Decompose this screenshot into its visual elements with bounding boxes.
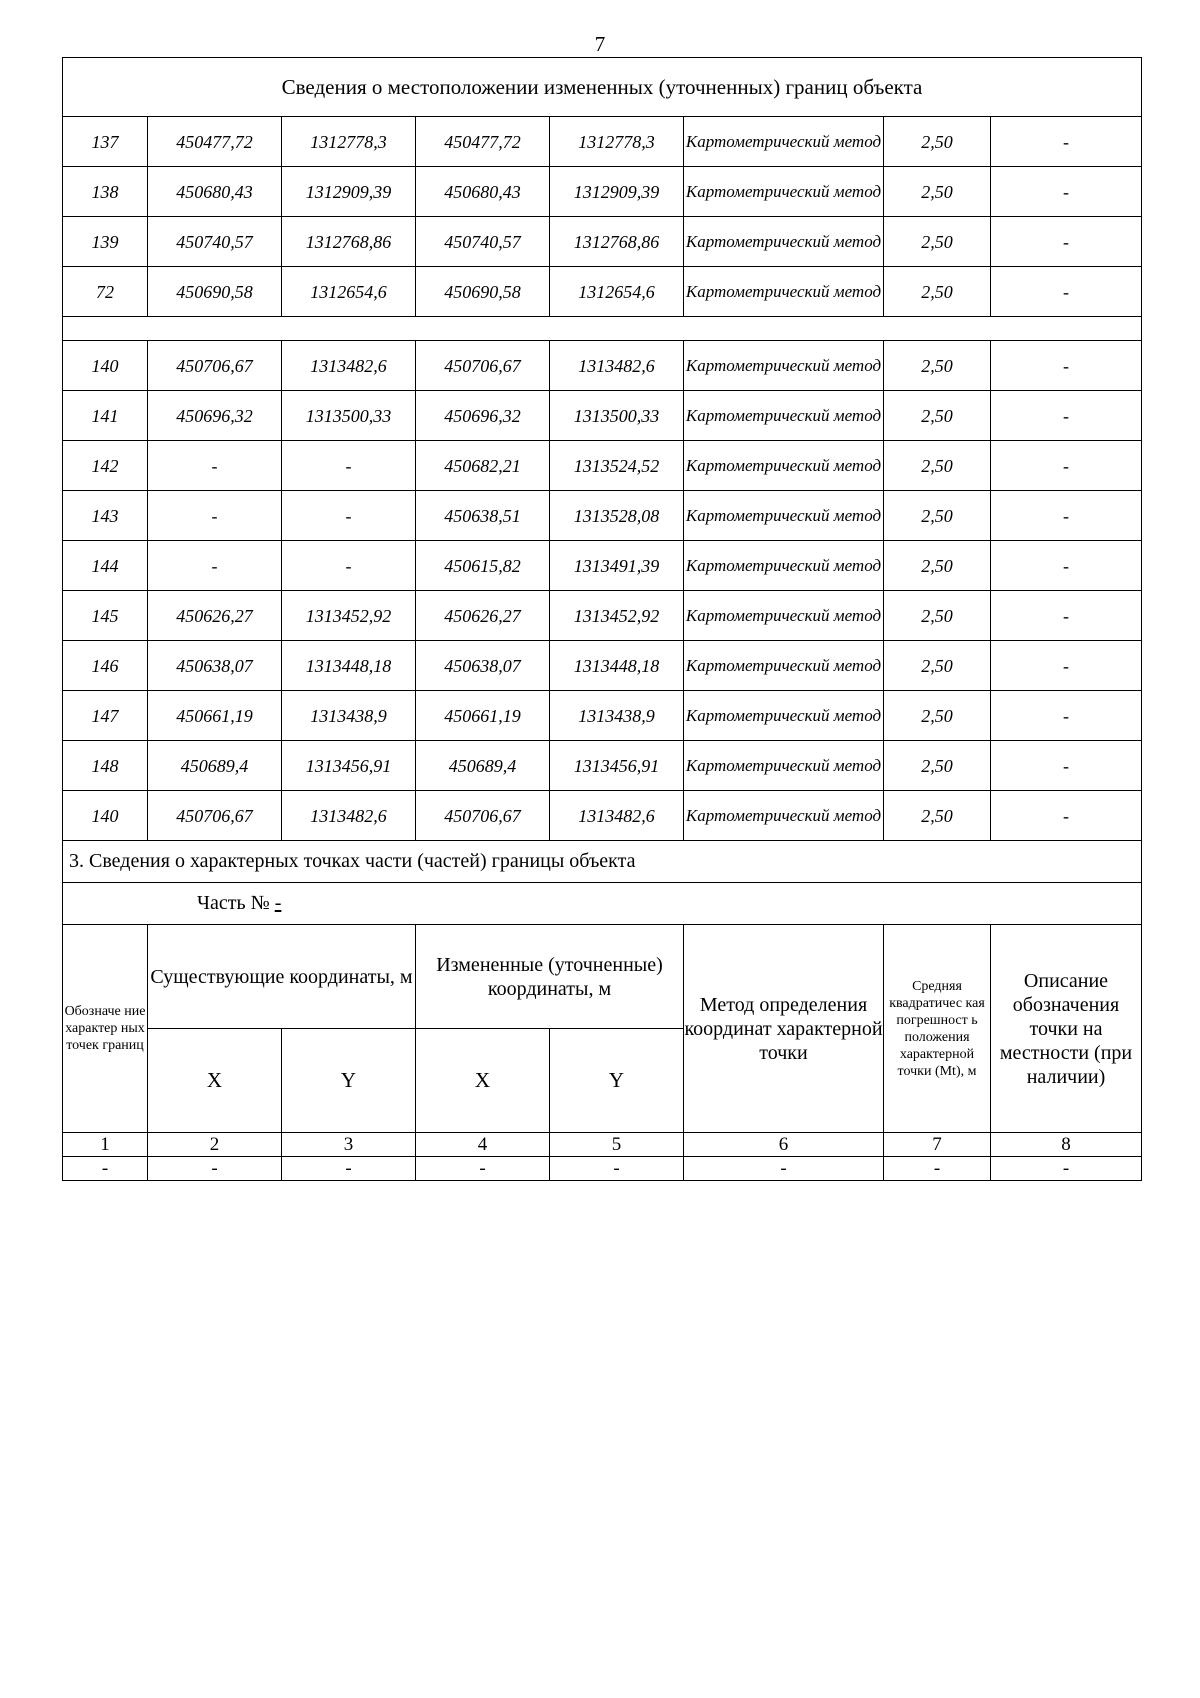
table-title: Сведения о местоположении измененных (уточненных) границ объекта: [63, 58, 1142, 117]
description-cell: -: [991, 267, 1142, 317]
changed-x-cell: 450680,43: [416, 167, 550, 217]
method-cell: Картометрический метод: [684, 441, 884, 491]
column-number-row: [63, 1133, 1142, 1157]
page-number: 7: [594, 32, 606, 56]
point-id-cell: 142: [63, 441, 148, 491]
changed-y-cell: 1313482,6: [550, 791, 684, 841]
error-cell: 2,50: [884, 491, 991, 541]
changed-y-cell: 1313448,18: [550, 641, 684, 691]
changed-y-cell: 1313500,33: [550, 391, 684, 441]
column-number-cell: 8: [991, 1133, 1142, 1157]
description-cell: -: [991, 491, 1142, 541]
existing-x-cell: 450740,57: [148, 217, 282, 267]
existing-y-cell: 1313456,91: [282, 741, 416, 791]
existing-y-cell: 1313482,6: [282, 341, 416, 391]
existing-y-cell: 1313438,9: [282, 691, 416, 741]
existing-x-cell: 450706,67: [148, 341, 282, 391]
method-cell: Картометрический метод: [684, 591, 884, 641]
point-id-cell: 138: [63, 167, 148, 217]
header-existing-coords: Существующие координаты, м: [148, 925, 416, 1029]
method-cell: Картометрический метод: [684, 541, 884, 591]
point-id-cell: 139: [63, 217, 148, 267]
column-number-cell: 5: [550, 1133, 684, 1157]
changed-y-cell: 1313482,6: [550, 341, 684, 391]
point-id-cell: 146: [63, 641, 148, 691]
column-number-cell: 2: [148, 1133, 282, 1157]
existing-x-cell: 450690,58: [148, 267, 282, 317]
changed-x-cell: 450689,4: [416, 741, 550, 791]
part-value: -: [274, 892, 282, 914]
error-cell: 2,50: [884, 741, 991, 791]
existing-y-cell: 1312909,39: [282, 167, 416, 217]
error-cell: 2,50: [884, 267, 991, 317]
part-number-row: [63, 883, 1142, 925]
description-cell: -: [991, 691, 1142, 741]
point-id-cell: 137: [63, 117, 148, 167]
description-cell: -: [991, 1157, 1142, 1181]
changed-y-cell: 1313528,08: [550, 491, 684, 541]
table-row: [63, 741, 1142, 791]
error-cell: 2,50: [884, 541, 991, 591]
table-row: [63, 117, 1142, 167]
point-id-cell: 140: [63, 341, 148, 391]
changed-y-cell: 1313456,91: [550, 741, 684, 791]
table-row: [63, 441, 1142, 491]
method-cell: Картометрический метод: [684, 267, 884, 317]
changed-y-cell: 1313524,52: [550, 441, 684, 491]
method-cell: Картометрический метод: [684, 167, 884, 217]
header-method: Метод определения координат характерной точки: [684, 925, 884, 1133]
existing-x-cell: 450626,27: [148, 591, 282, 641]
method-cell: Картометрический метод: [684, 217, 884, 267]
existing-x-cell: -: [148, 441, 282, 491]
existing-x-cell: -: [148, 1157, 282, 1181]
existing-x-cell: 450477,72: [148, 117, 282, 167]
point-id-cell: 140: [63, 791, 148, 841]
header-changed-y: Y: [550, 1029, 684, 1133]
point-id-cell: 144: [63, 541, 148, 591]
existing-y-cell: -: [282, 1157, 416, 1181]
point-id-cell: 143: [63, 491, 148, 541]
changed-y-cell: 1312768,86: [550, 217, 684, 267]
changed-x-cell: 450706,67: [416, 791, 550, 841]
header-existing-y: Y: [282, 1029, 416, 1133]
changed-x-cell: 450682,21: [416, 441, 550, 491]
boundary-coordinates-table: [62, 57, 1142, 1181]
method-cell: Картометрический метод: [684, 491, 884, 541]
description-cell: -: [991, 591, 1142, 641]
changed-x-cell: 450638,51: [416, 491, 550, 541]
existing-y-cell: 1312778,3: [282, 117, 416, 167]
part-label: Часть №: [197, 892, 275, 914]
error-cell: 2,50: [884, 341, 991, 391]
column-number-cell: 1: [63, 1133, 148, 1157]
column-number-cell: 6: [684, 1133, 884, 1157]
method-cell: Картометрический метод: [684, 741, 884, 791]
point-id-cell: 72: [63, 267, 148, 317]
changed-x-cell: 450696,32: [416, 391, 550, 441]
header-changed-coords: Измененные (уточненные) координаты, м: [416, 925, 684, 1029]
column-number-cell: 3: [282, 1133, 416, 1157]
table-row: [63, 267, 1142, 317]
method-cell: Картометрический метод: [684, 391, 884, 441]
description-cell: -: [991, 541, 1142, 591]
method-cell: Картометрический метод: [684, 341, 884, 391]
existing-x-cell: 450680,43: [148, 167, 282, 217]
changed-x-cell: -: [416, 1157, 550, 1181]
changed-x-cell: 450661,19: [416, 691, 550, 741]
table-row: [63, 691, 1142, 741]
column-number-cell: 7: [884, 1133, 991, 1157]
header-point-designation: Обозначе ние характер ных точек границ: [63, 925, 148, 1133]
changed-y-cell: -: [550, 1157, 684, 1181]
existing-y-cell: -: [282, 491, 416, 541]
existing-y-cell: -: [282, 541, 416, 591]
existing-y-cell: 1312654,6: [282, 267, 416, 317]
existing-y-cell: 1313448,18: [282, 641, 416, 691]
existing-x-cell: 450661,19: [148, 691, 282, 741]
existing-x-cell: 450638,07: [148, 641, 282, 691]
separator-cell: [63, 317, 1142, 341]
table-row: [63, 791, 1142, 841]
existing-y-cell: 1313452,92: [282, 591, 416, 641]
existing-x-cell: 450689,4: [148, 741, 282, 791]
table-row: [63, 641, 1142, 691]
table-row: [63, 341, 1142, 391]
description-cell: -: [991, 641, 1142, 691]
method-cell: Картометрический метод: [684, 117, 884, 167]
changed-x-cell: 450706,67: [416, 341, 550, 391]
error-cell: 2,50: [884, 391, 991, 441]
changed-y-cell: 1312778,3: [550, 117, 684, 167]
changed-y-cell: 1312654,6: [550, 267, 684, 317]
existing-x-cell: -: [148, 541, 282, 591]
error-cell: 2,50: [884, 441, 991, 491]
existing-y-cell: -: [282, 441, 416, 491]
point-id-cell: 145: [63, 591, 148, 641]
point-id-cell: 148: [63, 741, 148, 791]
description-cell: -: [991, 441, 1142, 491]
error-cell: 2,50: [884, 591, 991, 641]
changed-x-cell: 450638,07: [416, 641, 550, 691]
method-cell: Картометрический метод: [684, 691, 884, 741]
changed-x-cell: 450615,82: [416, 541, 550, 591]
table-row: [63, 391, 1142, 441]
description-cell: -: [991, 741, 1142, 791]
description-cell: -: [991, 391, 1142, 441]
description-cell: -: [991, 217, 1142, 267]
column-number-cell: 4: [416, 1133, 550, 1157]
point-id-cell: 141: [63, 391, 148, 441]
header-existing-x: X: [148, 1029, 282, 1133]
error-cell: 2,50: [884, 167, 991, 217]
header-changed-x: X: [416, 1029, 550, 1133]
error-cell: -: [884, 1157, 991, 1181]
method-cell: Картометрический метод: [684, 641, 884, 691]
table-row: [63, 591, 1142, 641]
changed-y-cell: 1312909,39: [550, 167, 684, 217]
header-description: Описание обозначения точки на местности (при наличии): [991, 925, 1142, 1133]
changed-y-cell: 1313491,39: [550, 541, 684, 591]
error-cell: 2,50: [884, 641, 991, 691]
changed-x-cell: 450477,72: [416, 117, 550, 167]
table-row: [63, 541, 1142, 591]
changed-y-cell: 1313438,9: [550, 691, 684, 741]
point-id-cell: -: [63, 1157, 148, 1181]
changed-y-cell: 1313452,92: [550, 591, 684, 641]
description-cell: -: [991, 341, 1142, 391]
table-row: [63, 167, 1142, 217]
description-cell: -: [991, 791, 1142, 841]
error-cell: 2,50: [884, 117, 991, 167]
changed-x-cell: 450740,57: [416, 217, 550, 267]
header-error: Средняя квадратичес кая погрешност ь положения характерной точки (Mt), м: [884, 925, 991, 1133]
existing-x-cell: 450696,32: [148, 391, 282, 441]
description-cell: -: [991, 167, 1142, 217]
separator-row: [63, 317, 1142, 341]
error-cell: 2,50: [884, 791, 991, 841]
existing-x-cell: -: [148, 491, 282, 541]
error-cell: 2,50: [884, 217, 991, 267]
error-cell: 2,50: [884, 691, 991, 741]
table-row: [63, 1157, 1142, 1181]
changed-x-cell: 450626,27: [416, 591, 550, 641]
description-cell: -: [991, 117, 1142, 167]
method-cell: Картометрический метод: [684, 791, 884, 841]
changed-x-cell: 450690,58: [416, 267, 550, 317]
existing-y-cell: 1313500,33: [282, 391, 416, 441]
existing-y-cell: 1313482,6: [282, 791, 416, 841]
table-row: [63, 217, 1142, 267]
table-row: [63, 491, 1142, 541]
method-cell: -: [684, 1157, 884, 1181]
section3-title: 3. Сведения о характерных точках части (частей) границы объекта: [63, 841, 1142, 883]
existing-x-cell: 450706,67: [148, 791, 282, 841]
existing-y-cell: 1312768,86: [282, 217, 416, 267]
point-id-cell: 147: [63, 691, 148, 741]
